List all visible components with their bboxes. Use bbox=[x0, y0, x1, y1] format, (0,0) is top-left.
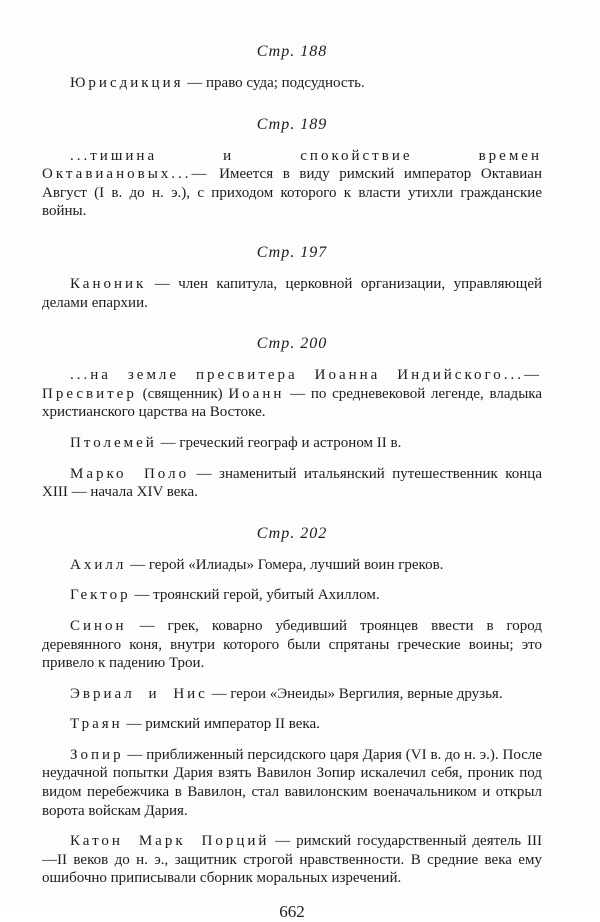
parenthetical: (священник) bbox=[136, 385, 229, 402]
entry-sinon bbox=[42, 617, 542, 673]
term: Синон bbox=[70, 617, 127, 634]
quoted-phrase: ...на земле пресвитера Иоанна Индийского...— Пресвитер bbox=[42, 367, 542, 402]
page-ref-header-189: Стр. 189 bbox=[256, 115, 328, 133]
term: Эвриал и Нис bbox=[70, 685, 208, 702]
term: Траян bbox=[70, 716, 123, 733]
term: Иоанн bbox=[228, 385, 285, 402]
term: Зопир bbox=[70, 746, 124, 763]
entry-zopyrus bbox=[42, 746, 542, 820]
definition: — герой «Илиады» Гомера, лучший воин греков. bbox=[126, 556, 444, 573]
definition: Имеется в виду римский император Октавиан Август (I в. до н. э.), с приходом которого к власти утихли гражданские войны. bbox=[42, 166, 542, 220]
quoted-phrase: ...тишина и спокойствие времен Октавиановых...— bbox=[42, 147, 542, 183]
entry-prester-john bbox=[42, 366, 542, 422]
entry-jurisdiction bbox=[42, 74, 542, 93]
entry-euryalus-nisus bbox=[42, 685, 542, 704]
page-ref-header-200: Стр. 200 bbox=[256, 335, 328, 353]
entry-octavian-times bbox=[42, 147, 542, 221]
definition: — приближенный персидского царя Дария (VI в. до н. э.). После неудачной попытки Дария взять Вавилон Зопир искалечил себя, проник под видом перебежчика в Вавилон, стал вавилонским военачальником и открыл ворота войскам Дария. bbox=[42, 746, 542, 819]
entry-cato bbox=[42, 832, 542, 888]
entry-hector bbox=[42, 586, 542, 605]
definition: — римский государственный деятель III—II веков до н. э., защитник строгой нравственности. В средние века ему ошибочно приписывали сборник моральных изречений. bbox=[42, 833, 542, 887]
entry-ptolemy bbox=[42, 434, 542, 453]
definition: — римский император II века. bbox=[122, 716, 320, 733]
definition: — право суда; подсудность. bbox=[183, 75, 365, 91]
term: Птолемей bbox=[70, 434, 157, 451]
entry-kanonik bbox=[42, 275, 542, 312]
term: Юрисдикция bbox=[70, 75, 184, 91]
page-ref-header-188: Стр. 188 bbox=[256, 43, 328, 60]
term: Гектор bbox=[70, 587, 131, 604]
definition: — грек, коварно убедивший троянцев ввести в город деревянного коня, внутри которого были спрятаны греческие воины; это привело к падению Трои. bbox=[42, 617, 542, 672]
entry-achilles bbox=[42, 556, 542, 575]
definition: — по средневековой легенде, владыка христианского царства на Востоке. bbox=[42, 385, 542, 421]
definition: — член капитула, церковной организации, управляющей делами епархии. bbox=[42, 275, 542, 311]
page-ref-header-197: Стр. 197 bbox=[256, 243, 328, 261]
definition: — греческий географ и астроном II в. bbox=[156, 434, 402, 451]
page-number: 662 bbox=[279, 902, 305, 922]
term: Каноник bbox=[70, 275, 147, 292]
entry-marco-polo bbox=[42, 465, 542, 502]
definition: — троянский герой, убитый Ахиллом. bbox=[130, 587, 380, 604]
definition: — знаменитый итальянский путешественник конца XIII — начала XIV века. bbox=[42, 465, 542, 501]
entry-trajan bbox=[42, 715, 542, 734]
term: Катон Марк Порций bbox=[70, 833, 270, 850]
definition: — герои «Энеиды» Вергилия, верные друзья. bbox=[207, 685, 503, 702]
page-ref-header-202: Стр. 202 bbox=[256, 524, 328, 542]
term: Марко Поло bbox=[70, 465, 190, 482]
term: Ахилл bbox=[70, 556, 127, 573]
